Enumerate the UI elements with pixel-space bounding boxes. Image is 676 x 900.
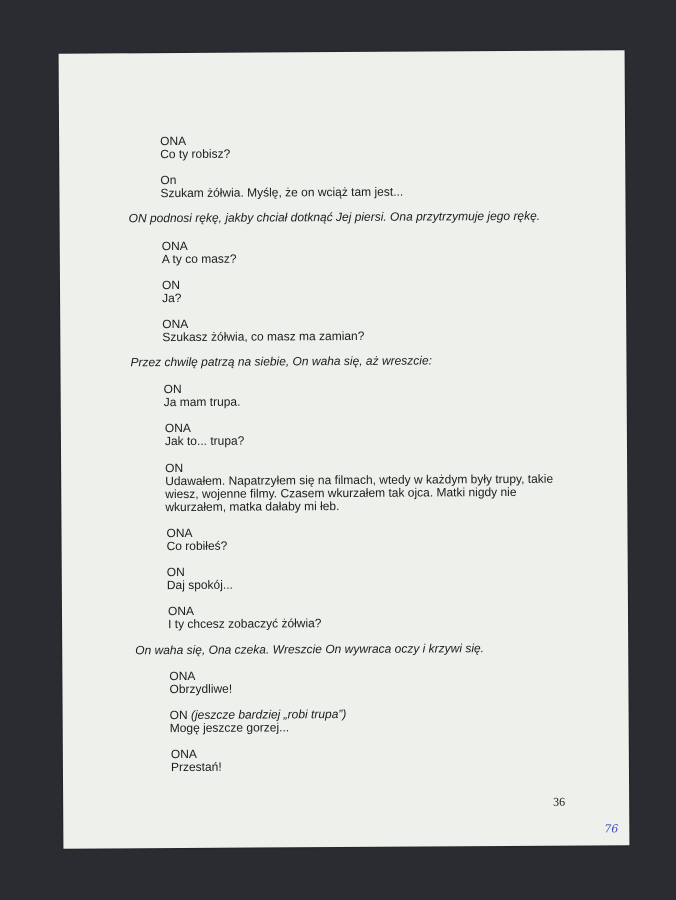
speaker-name: ON	[169, 707, 188, 723]
speaker-label: On	[160, 173, 177, 188]
dialogue-line: Ja?	[162, 290, 182, 306]
speaker-label: ONA	[162, 316, 189, 332]
stage-direction: On waha się, Ona czeka. Wreszcie On wywraca oczy i krzywi się.	[135, 641, 485, 658]
speaker-label: ONA	[170, 746, 197, 762]
speaker-label: ONA	[164, 420, 191, 436]
dialogue-line: Szukam żółwia. Myślę, że on wciąż tam jest...	[160, 184, 404, 201]
document-page	[59, 50, 630, 848]
dialogue-line: Co ty robisz?	[160, 146, 231, 162]
speaker-label: ONA	[167, 603, 195, 619]
speaker-label: ONA	[161, 238, 188, 254]
speaker-label: ON	[163, 381, 182, 397]
dialogue-line: I ty chcesz zobaczyć żółwia?	[168, 616, 322, 632]
dialogue-line: Jak to... trupa?	[164, 433, 245, 449]
speaker-label: ONA	[160, 133, 187, 149]
speaker-label: ONA	[166, 525, 193, 541]
dialogue-line: Daj spokój...	[166, 577, 233, 593]
speaker-note: (jeszcze bardziej „robi trupa”)	[190, 706, 347, 722]
speaker-label: ON	[165, 460, 184, 476]
speaker-label: ON	[161, 277, 181, 293]
dialogue-line: A ty co masz?	[161, 251, 237, 267]
stage-direction: ON podnosi rękę, jakby chciał dotknąć Jej piersi. Ona przytrzymuje jego rękę.	[128, 208, 541, 226]
dialogue-line: Co robiłeś?	[166, 538, 228, 554]
dialogue-line: Mogę jeszcze gorzej...	[169, 720, 290, 736]
dialogue-line: Obrzydliwe!	[169, 681, 233, 697]
speaker-label: ON	[166, 564, 185, 580]
dialogue-line: Ja mam trupa.	[163, 394, 241, 410]
dialogue-line: Udawałem. Napatrzyłem się na filmach, wtedy w każdym były trupy, takie wiesz, wojenne filmy. Czasem wkurzałem tak ojca. Matki nigdy nie wkurzałem, matka dałaby mi łeb.	[165, 471, 554, 515]
dialogue-line: Przestań!	[170, 759, 222, 775]
speaker-label: ONA	[169, 668, 196, 684]
dialogue-line: Szukasz żółwia, co masz ma zamian?	[162, 328, 365, 345]
stage-direction: Przez chwilę patrzą na siebie, On waha się, aż wreszcie:	[130, 353, 432, 370]
handwritten-mark: 76	[604, 822, 619, 836]
page-number: 36	[553, 794, 566, 809]
